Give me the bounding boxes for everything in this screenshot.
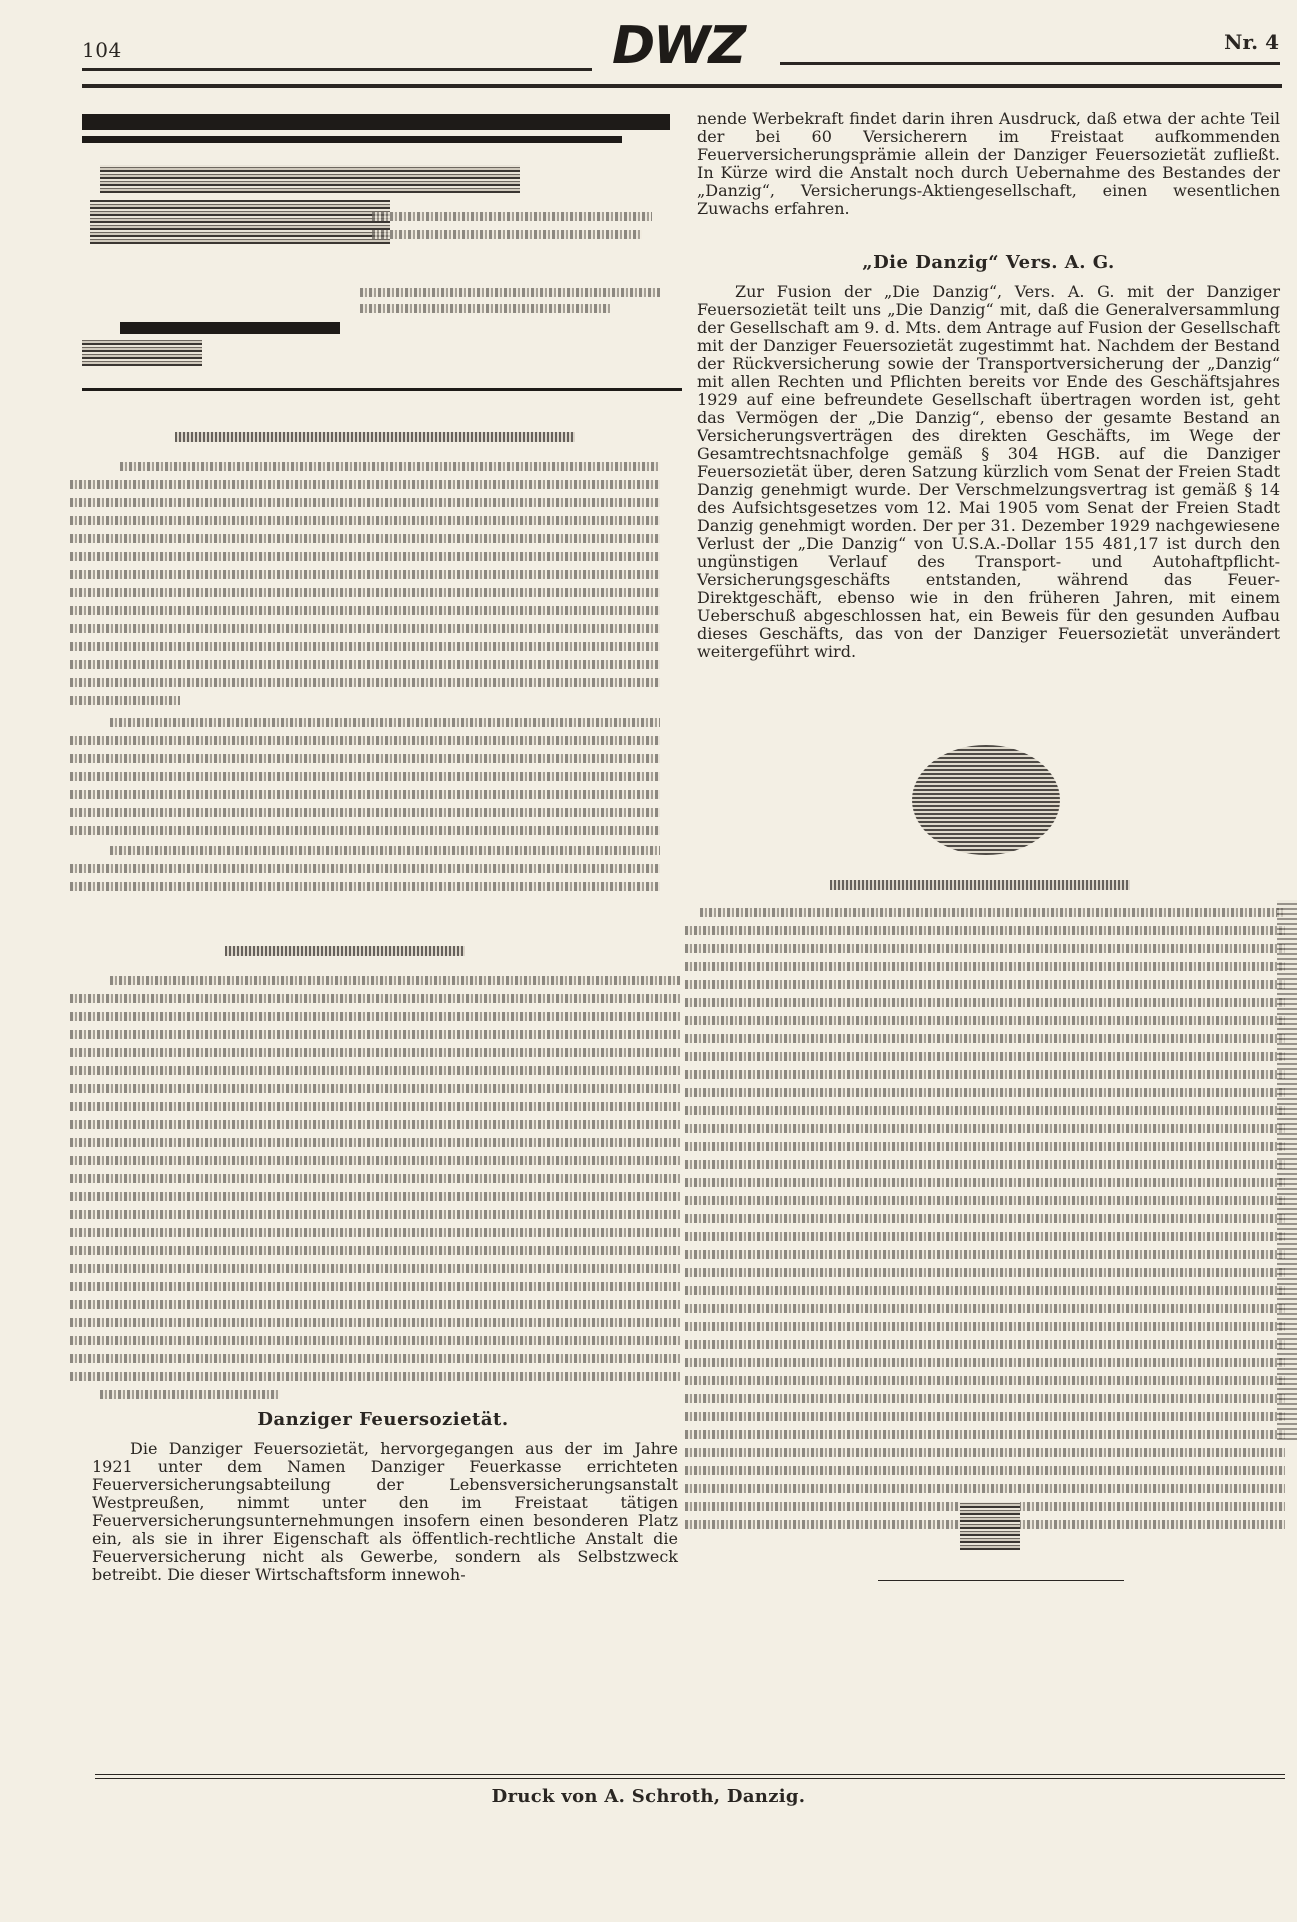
header-rule-full	[82, 84, 1282, 88]
footer-rule-top	[95, 1774, 1285, 1775]
continuation-paragraph: nende Werbekraft findet darin ihren Ausdruck, daß etwa der achte Teil der bei 60 Versicherern im Freistaat aufkommenden Feuerversicherungsprämie allein der Danziger Feuersozietät zufließt. In Kürze wird die Anstalt noch durch Uebernahme des Bestandes der „Danzig“, Versicherungs-Aktiengesellschaft, einen wesentlichen Zuwachs erfahren.	[697, 109, 1280, 218]
article-body-die-danzig	[697, 283, 1280, 661]
article-paragraph: Die Danziger Feuersozietät, hervorgegangen aus der im Jahre 1921 unter dem Namen Danziger Feuerkasse errichteten Feuerversicherungsabteilung der Lebensversicherungsanstalt Westpreußen, nimmt unter den im Freistaat tätigen Feuerversicherungsunternehmungen insofern einen besonderen Platz ein, als sie in ihrer Eigenschaft als öffentlich-rechtliche Anstalt die Feuerversicherung nicht als Gewerbe, sondern als Selbstzweck betreibt. Die dieser Wirtschaftsform innewoh-	[92, 1439, 678, 1584]
article-heading-die-danzig: „Die Danzig“ Vers. A. G.	[862, 252, 1115, 273]
header-rule-left	[82, 68, 592, 71]
masthead-logo: DWZ	[612, 16, 745, 76]
footer-rule-bottom	[95, 1778, 1285, 1779]
article-paragraph: Zur Fusion der „Die Danzig“, Vers. A. G. mit der Danziger Feuersozietät teilt uns „Die Danzig“ mit, daß die Generalversammlung der Gesellschaft am 9. d. Mts. dem Antrage auf Fusion der Gesellschaft mit der Danziger Feuersozietät zugestimmt hat. Nachdem der Bestand der Rückversicherung sowie der Transportversicherung der „Danzig“ mit allen Rechten und Pflichten bereits vor Ende des Geschäftsjahres 1929 auf eine befreundete Gesellschaft übertragen worden ist, geht das Vermögen der „Die Danzig“, ebenso der gesamte Bestand an Versicherungsverträgen des direkten Geschäfts, im Wege der Gesamtrechtsnachfolge gemäß § 304 HGB. auf die Danziger Feuersozietät über, deren Satzung kürzlich vom Senat der Freien Stadt Danzig genehmigt wurde. Der Verschmelzungsvertrag ist gemäß § 14 des Aufsichtsgesetzes vom 12. Mai 1905 vom Senat der Freien Stadt Danzig genehmigt worden. Der per 31. Dezember 1929 nachgewiesene Verlust der „Die Danzig“ von U.S.A.-Dollar 155 481,17 ist durch den ungünstigen Verlauf des Transport- und Autohaftpflicht-Versicherungsgeschäfts entstanden, während das Feuer-Direktgeschäft, ebenso wie in den früheren Jahren, mit einem Ueberschuß abgeschlossen hat, ein Beweis für den gesunden Aufbau dieses Geschäfts, das von der Danziger Feuersozietät unverändert weitergeführt wird.	[697, 282, 1280, 661]
page-edge-texture	[1277, 900, 1297, 1440]
printer-imprint: Druck von A. Schroth, Danzig.	[491, 1786, 806, 1807]
article-heading-feuersozietaet: Danziger Feuersozietät.	[257, 1409, 509, 1430]
page-number: 104	[82, 38, 122, 62]
article-body-feuersozietaet	[92, 1440, 678, 1584]
article-continuation	[697, 110, 1280, 218]
issue-number: Nr. 4	[1224, 30, 1279, 54]
header-rule-right	[780, 62, 1280, 65]
